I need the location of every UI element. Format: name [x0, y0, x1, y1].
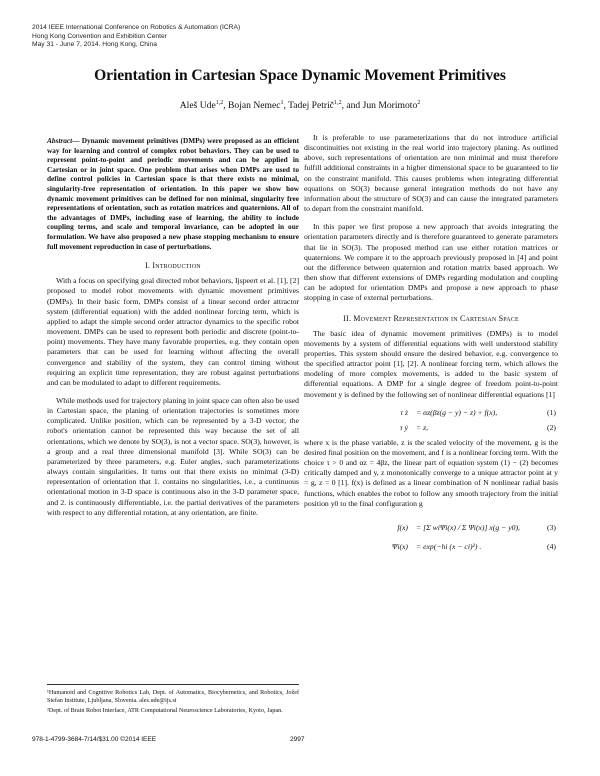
author-1: Aleš Ude [179, 100, 216, 112]
right-column [304, 133, 558, 557]
intro-paragraph-1: With a focus on specifying goal directed robot behaviors, Ijspeert et al. [1], [2] proposed to model robot movements with dynamic movement primitives (DMPs). In their basic form, DMPs consist of a linear second order attractor system (differential equation) with the added nonlinear forcing term, which is applied to adapt the simple second order attractor dynamics to the specific robot movement. DMPs can be used to represent both periodic and discrete (point-to-point) movements. They have many favorable properties, e.g. they contain open parameters that can be used for learning without affecting the overall convergence and stability of the system, they can control timing without requiring an explicit time representation, they are robust against perturbations and can be modulated to adapt to different requirements. [47, 276, 299, 387]
eq1-rhs: = αz(βz(g − y) − z) + f(x), [416, 407, 498, 417]
conference-line-1: 2014 IEEE International Conference on Robotics & Automation (ICRA) [32, 24, 241, 31]
equation-1 [304, 408, 558, 422]
eq4-number: (4) [547, 541, 556, 551]
equation-3 [304, 517, 558, 541]
eq2-lhs: τ ẏ [399, 422, 408, 432]
footnote-2: ²Dept. of Brain Robot Interface, ATR Computational Neuroscience Laboratories, Kyoto, Japan. [47, 706, 283, 714]
eq4-rhs: = exp(−hi (x − ci)²) . [416, 541, 482, 551]
right-paragraph-1: It is preferable to use parameterizations that do not introduce artificial discontinuities not existing in the real world into trajectory planing. As outlined above, such representations of orientation are non minimal and must therefore fulfill additional constraints in a higher dimensional space to be guaranteed to lie on the constraint manifold. This causes problems when integrating differential equations on SO(3) because general integration methods do not have any information about the structure of SO(3) and can cause the integrated parameters to depart from the constraint manifold. [304, 133, 558, 214]
author-2: , Bojan Nemec [223, 100, 281, 112]
right-paragraph-2: In this paper we first propose a new approach that avoids integrating the orientation parameters directly and is therefore guaranteed to generate parameters that lie in SO(3). The proposed method can use either rotation matrices or quaternions. We compare it to the approach previously proposed in [4] and point out the difference between quaternion and rotation matrix based approach. We then show that different extensions of DMPs regarding modulation and coupling can be adopted for orientation DMPs and propose a new approach to phase stopping in case of external perturbations. [304, 222, 558, 303]
section-heading-movement-representation: II. Movement Representation in Cartesian Space [343, 313, 519, 323]
section2-paragraph-2: where x is the phase variable, z is the scaled velocity of the movement, g is the desired final position on the movement, and f is a nonlinear forcing term. With the choice τ > 0 and αz = 4βz, the linear part of equation system (1) − (2) becomes critically damped and y, z monotonically converge to a unique attractor point at y = g, z = 0 [1]. f(x) is defined as a linear combination of N nonlinear radial basis functions, which enables the robot to follow any smooth trajectory from the initial position y0 to the final configuration g [304, 437, 558, 508]
eq3-number: (3) [547, 522, 556, 532]
eq3-lhs: f(x) [397, 522, 408, 532]
paper-title: Orientation in Cartesian Space Dynamic Movement Primitives [94, 67, 506, 84]
left-column [47, 136, 299, 526]
eq1-number: (1) [547, 407, 556, 417]
author-list [0, 100, 600, 111]
conference-header [32, 24, 240, 50]
footnote-1: ¹Humanoid and Cognitive Robotics Lab, Dept. of Automatics, Biocybernetics, and Robotics, Jožef Stefan Institute, Ljubljana, Slovenia. ales.ude@ijs.si [47, 689, 299, 704]
equation-2 [304, 423, 558, 437]
section-heading-introduction: I. Introduction [145, 261, 201, 271]
page-number: 2997 [290, 736, 305, 743]
author-2-affil: 1 [280, 100, 284, 106]
author-4-affil: 2 [417, 100, 421, 106]
eq2-number: (2) [547, 422, 556, 432]
intro-paragraph-2: While methods used for trajectory planing in joint space can often also be used in Cartesian space, the planing of orientation trajectories is sometimes more complicated. Unlike position, which can be represented by a 3-D vector, the robot's orientation cannot be represented this way because the set of all orientations, which we denote by SO(3), is not a vector space. SO(3), however, is a group and a real three dimensional manifold [3]. While SO(3) can be parameterized by three parameters, e.g. Euler angles, such parameterizations always contain singularities. It turns out that there exists no minimal (3-D) representation of orientation that 1. contains no singularities, i.e., a continuous orientational motion in 3-D space is continuous also in the 3-D parameter space, and 2. is continuously differentiable, i.e. the partial derivatives of the parameters with respect to any differential rotation, at any orientation, are finite. [47, 396, 299, 517]
author-3: , Tadej Petrič [283, 100, 335, 112]
author-4: , and Jun Morimoto [341, 100, 418, 112]
eq3-rhs: = [Σ wiΨi(x) / Σ Ψi(x)] x(g − y0), [416, 522, 520, 532]
eq2-rhs: = z, [416, 422, 429, 432]
abstract-lead: Abstract [47, 136, 73, 145]
conference-line-2: Hong Kong Convention and Exhibition Center [32, 32, 167, 40]
abstract-text: — Dynamic movement primitives (DMPs) were proposed as an efficient way for learning and control of complex robot behaviors. They can be used to represent point-to-point and periodic movements and can be applied in Cartesian or in joint space. One problem that arises when DMPs are used to define control policies in Cartesian space is that there exists no minimal, singularity-free representation of orientation. In this paper we show how dynamic movement primitives can be defined for non minimal, singularity free representations of orientation, such as rotation matrices and quaternions. All of the advantages of DMPs, including ease of learning, the ability to include coupling terms, and scale and temporal invariance, can be adopted in our formulation. We have also proposed a new phase stopping mechanism to ensure full movement reproduction in case of perturbations. [47, 136, 299, 251]
footnotes [47, 684, 299, 716]
footer-isbn: 978-1-4799-3684-7/14/$31.00 ©2014 IEEE [32, 736, 157, 743]
equation-4 [304, 542, 558, 556]
abstract [47, 136, 299, 251]
author-1-affil: 1,2 [215, 100, 224, 106]
author-3-affil: 1,2 [334, 100, 342, 106]
section2-paragraph-1: The basic idea of dynamic movement primitives (DMPs) is to model movements by a system of differential equations with well understood stability properties. This system should ensure the desired behavior, e.g. convergence to the specified attractor point [1], [2]. A nonlinear forcing term, which allows the modeling of more complex movements, is added to the basic system of differential equations. A DMP for a single degree of freedom point-to-point movement y is defined by the following set of nonlinear differential equations [1] [304, 328, 558, 399]
conference-line-3: May 31 - June 7, 2014. Hong Kong, China [32, 41, 157, 49]
eq4-lhs: Ψi(x) [391, 541, 408, 551]
eq1-lhs: τ ż [400, 407, 408, 417]
